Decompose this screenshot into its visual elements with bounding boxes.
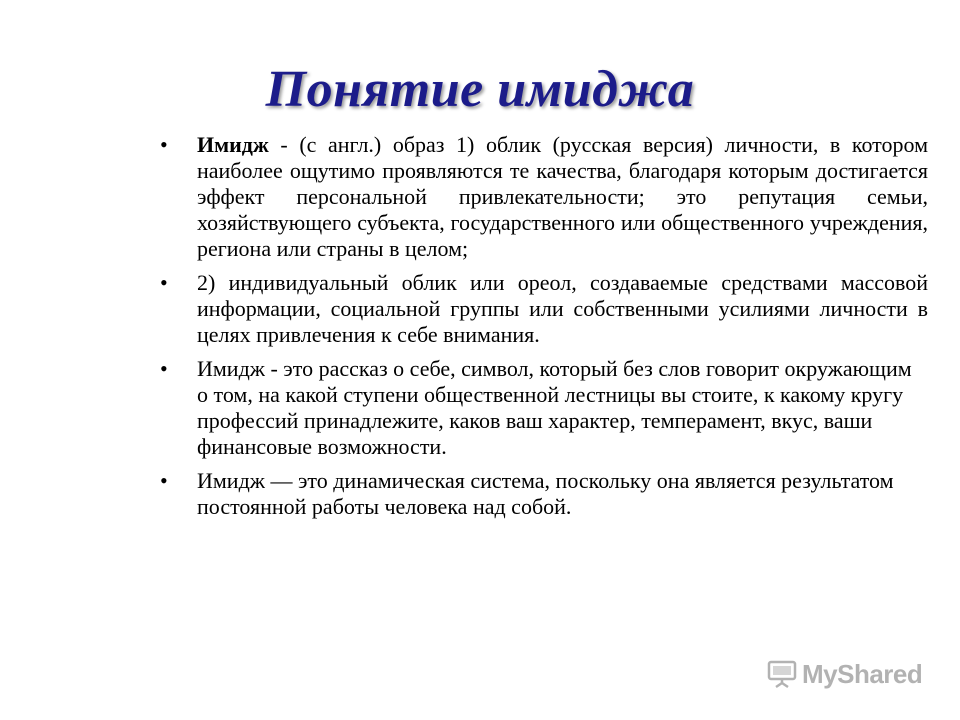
bullet-item-3 [160, 356, 928, 460]
bullet-text: Имидж - это рассказ о себе, символ, который без слов говорит окружающим о том, на какой ступени общественной лестницы вы стоите, к какому кругу профессий принадлежите, каков ваш характер, темперамент, вкус, ваши финансовые возможности. [197, 356, 912, 459]
bullet-marker: • [160, 132, 168, 157]
bullet-text: 2) индивидуальный облик или ореол, создаваемые средствами массовой информации, социальной группы или собственными усилиями личности в целях привлечения к себе внимания. [197, 270, 928, 347]
bullet-list [160, 132, 928, 528]
bullet-text: - (с англ.) образ 1) облик (русская версия) личности, в котором наиболее ощутимо проявляются те качества, благодаря которым достигается эффект персональной привлекательности; это репутация семьи, хозяйствующего субъекта, государственного или общественного учреждения, региона или страны в целом; [197, 132, 928, 261]
slide-title: Понятие имиджа [265, 61, 695, 118]
presentation-board-icon [766, 658, 798, 690]
bullet-item-1 [160, 132, 928, 262]
bullet-marker: • [160, 356, 168, 381]
watermark-text: MyShared [802, 658, 923, 689]
bullet-text: Имидж — это динамическая система, поскольку она является результатом постоянной работы человека над собой. [197, 468, 894, 519]
bullet-term: Имидж [197, 132, 269, 157]
watermark-logo [766, 654, 922, 694]
bullet-item-2 [160, 270, 928, 348]
bullet-marker: • [160, 270, 168, 295]
bullet-item-4 [160, 468, 928, 520]
bullet-marker: • [160, 468, 168, 493]
